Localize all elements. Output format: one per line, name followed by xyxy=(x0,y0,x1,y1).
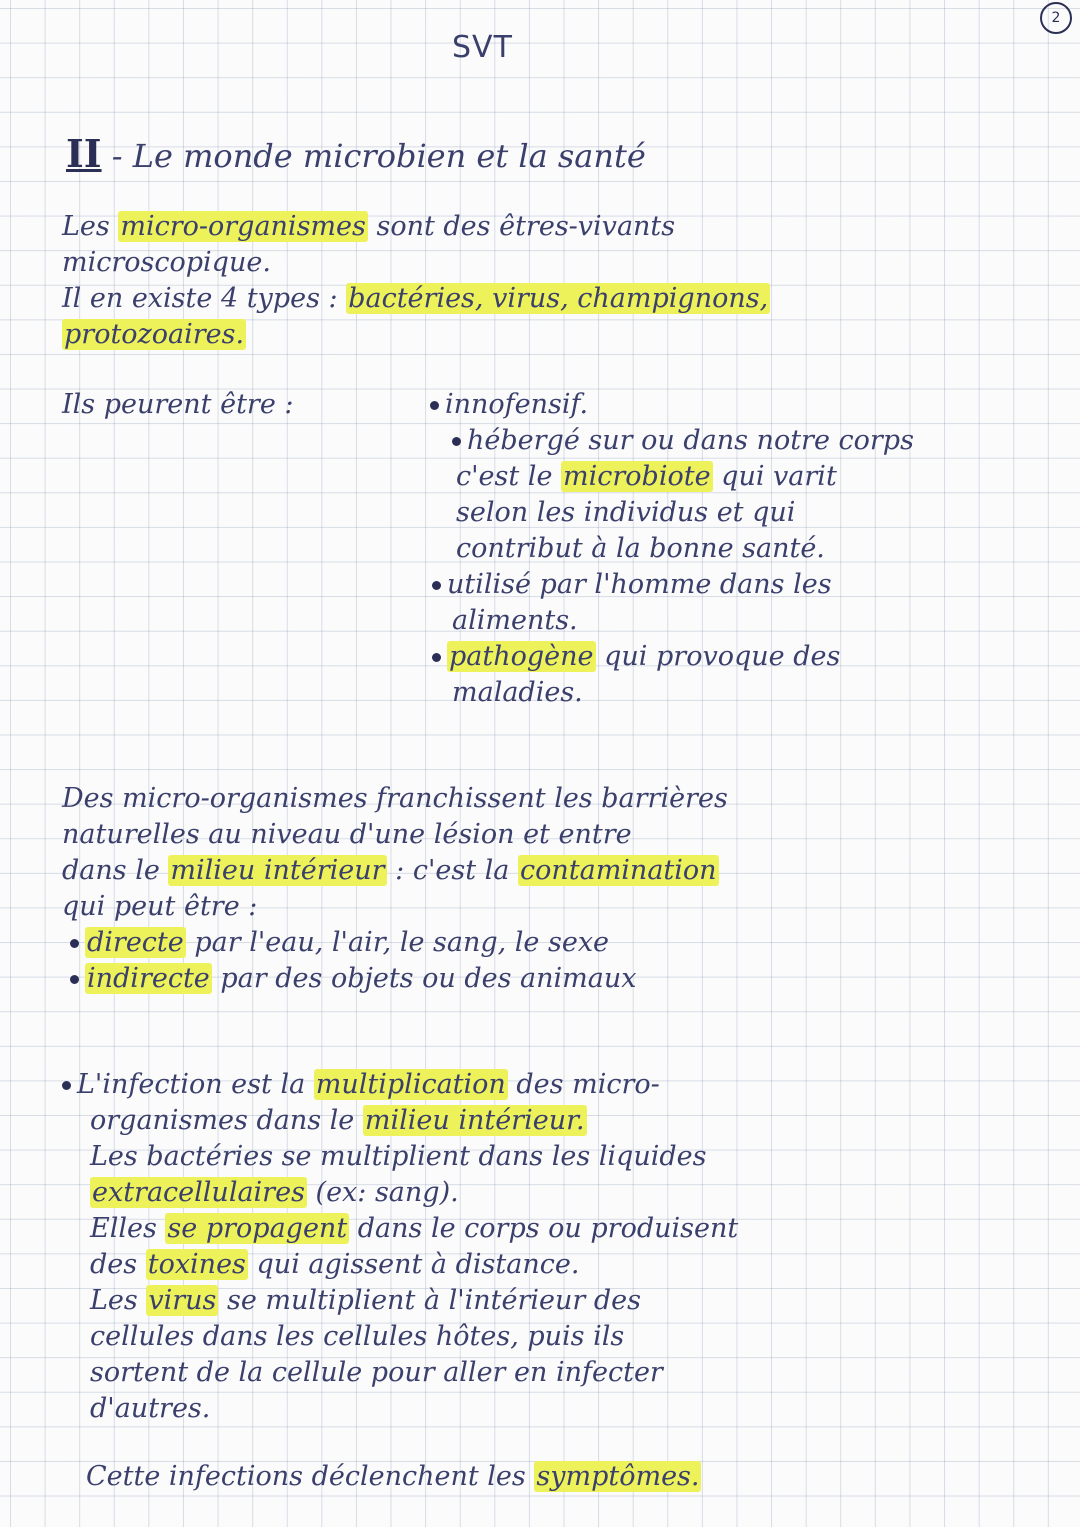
highlight-protozoaires: protozoaires. xyxy=(64,319,245,350)
contamination-line-1: Des micro-organismes franchissent les barrières xyxy=(62,783,728,814)
infection-line-6 xyxy=(90,1248,579,1282)
types-item-2-line-4: contribut à la bonne santé. xyxy=(456,533,825,564)
highlight-symptomes: symptômes. xyxy=(536,1461,700,1492)
highlight-indirecte: indirecte xyxy=(87,963,210,994)
highlight-directe: directe xyxy=(87,927,184,958)
infection-line-4 xyxy=(90,1176,459,1210)
highlight-micro-organismes: micro-organismes xyxy=(120,211,366,242)
item-text: L'infection est la xyxy=(77,1069,306,1100)
subject-title: SVT xyxy=(452,30,513,65)
highlight-pathogene: pathogène xyxy=(449,641,594,672)
item-text: par l'eau, l'air, le sang, le sexe xyxy=(194,927,610,958)
section-heading xyxy=(66,132,646,178)
bullet-icon xyxy=(430,401,439,410)
item-text: qui provoque des xyxy=(604,641,841,672)
bullet-icon xyxy=(70,975,79,984)
infection-line-8: cellules dans les cellules hôtes, puis ils xyxy=(90,1321,625,1352)
page-number: 2 xyxy=(1040,2,1072,34)
types-item-2-line-2 xyxy=(456,460,837,494)
contamination-line-4: qui peut être : xyxy=(62,891,258,922)
contamination-line-3 xyxy=(62,854,719,888)
intro-line-3 xyxy=(62,282,770,316)
item-text: utilisé par l'homme dans les xyxy=(447,569,832,600)
infection-line-2 xyxy=(90,1104,587,1138)
highlight-milieu-interieur: milieu intérieur xyxy=(170,855,385,886)
item-text: dans le xyxy=(62,855,160,886)
item-text: innofensif. xyxy=(445,389,589,420)
types-lead: Ils peurent être : xyxy=(62,389,294,420)
highlight-extracellulaires: extracellulaires xyxy=(92,1177,305,1208)
intro-line-4 xyxy=(62,318,246,352)
highlight-types: bactéries, virus, champignons, xyxy=(348,283,769,314)
conclusion-line xyxy=(86,1460,701,1494)
highlight-toxines: toxines xyxy=(147,1249,246,1280)
infection-line-3: Les bactéries se multiplient dans les liquides xyxy=(90,1141,707,1172)
intro-text: Il en existe 4 types : xyxy=(62,283,338,314)
bullet-icon xyxy=(70,939,79,948)
item-text: qui varit xyxy=(721,461,837,492)
contamination-item-2 xyxy=(70,962,637,996)
infection-line-9: sortent de la cellule pour aller en infecter xyxy=(90,1357,663,1388)
item-text: organismes dans le xyxy=(90,1105,355,1136)
highlight-multiplication: multiplication xyxy=(315,1069,506,1100)
types-item-3 xyxy=(432,568,832,602)
highlight-se-propagent: se propagent xyxy=(167,1213,348,1244)
contamination-line-2: naturelles au niveau d'une lésion et entre xyxy=(62,819,632,850)
item-text: se multiplient à l'intérieur des xyxy=(227,1285,641,1316)
types-item-2-line-3: selon les individus et qui xyxy=(456,497,796,528)
infection-line-7 xyxy=(90,1284,641,1318)
infection-line-1 xyxy=(62,1068,660,1102)
intro-text: sont des êtres-vivants xyxy=(376,211,676,242)
section-title: Le monde microbien et la santé xyxy=(132,137,646,175)
types-item-3-line-2: aliments. xyxy=(452,605,578,636)
intro-line-2: microscopique. xyxy=(62,247,271,278)
types-item-4 xyxy=(432,640,840,674)
item-text: Les xyxy=(90,1285,138,1316)
types-item-2 xyxy=(452,424,914,458)
item-text: (ex: sang). xyxy=(315,1177,459,1208)
bullet-icon xyxy=(62,1081,71,1090)
item-text: des micro- xyxy=(516,1069,660,1100)
bullet-icon xyxy=(432,581,441,590)
item-text: dans le corps ou produisent xyxy=(357,1213,739,1244)
item-text: qui agissent à distance. xyxy=(256,1249,580,1280)
section-number: II xyxy=(66,131,102,176)
highlight-virus: virus xyxy=(148,1285,217,1316)
infection-line-5 xyxy=(90,1212,738,1246)
contamination-item-1 xyxy=(70,926,609,960)
intro-line-1 xyxy=(62,210,675,244)
highlight-milieu-interieur-2: milieu intérieur. xyxy=(364,1105,585,1136)
intro-text: Les xyxy=(62,211,110,242)
item-text: par des objets ou des animaux xyxy=(220,963,637,994)
item-text: : c'est la xyxy=(395,855,510,886)
item-text: Cette infections déclenchent les xyxy=(86,1461,526,1492)
item-text: des xyxy=(90,1249,138,1280)
highlight-contamination: contamination xyxy=(519,855,717,886)
types-item-4-line-2: maladies. xyxy=(452,677,583,708)
item-text: hébergé sur ou dans notre corps xyxy=(467,425,914,456)
item-text: Elles xyxy=(90,1213,157,1244)
highlight-microbiote: microbiote xyxy=(563,461,711,492)
section-separator: - xyxy=(111,137,123,175)
bullet-icon xyxy=(432,653,441,662)
bullet-icon xyxy=(452,437,461,446)
infection-line-10: d'autres. xyxy=(90,1393,211,1424)
types-item-1 xyxy=(430,388,588,422)
item-text: c'est le xyxy=(456,461,553,492)
